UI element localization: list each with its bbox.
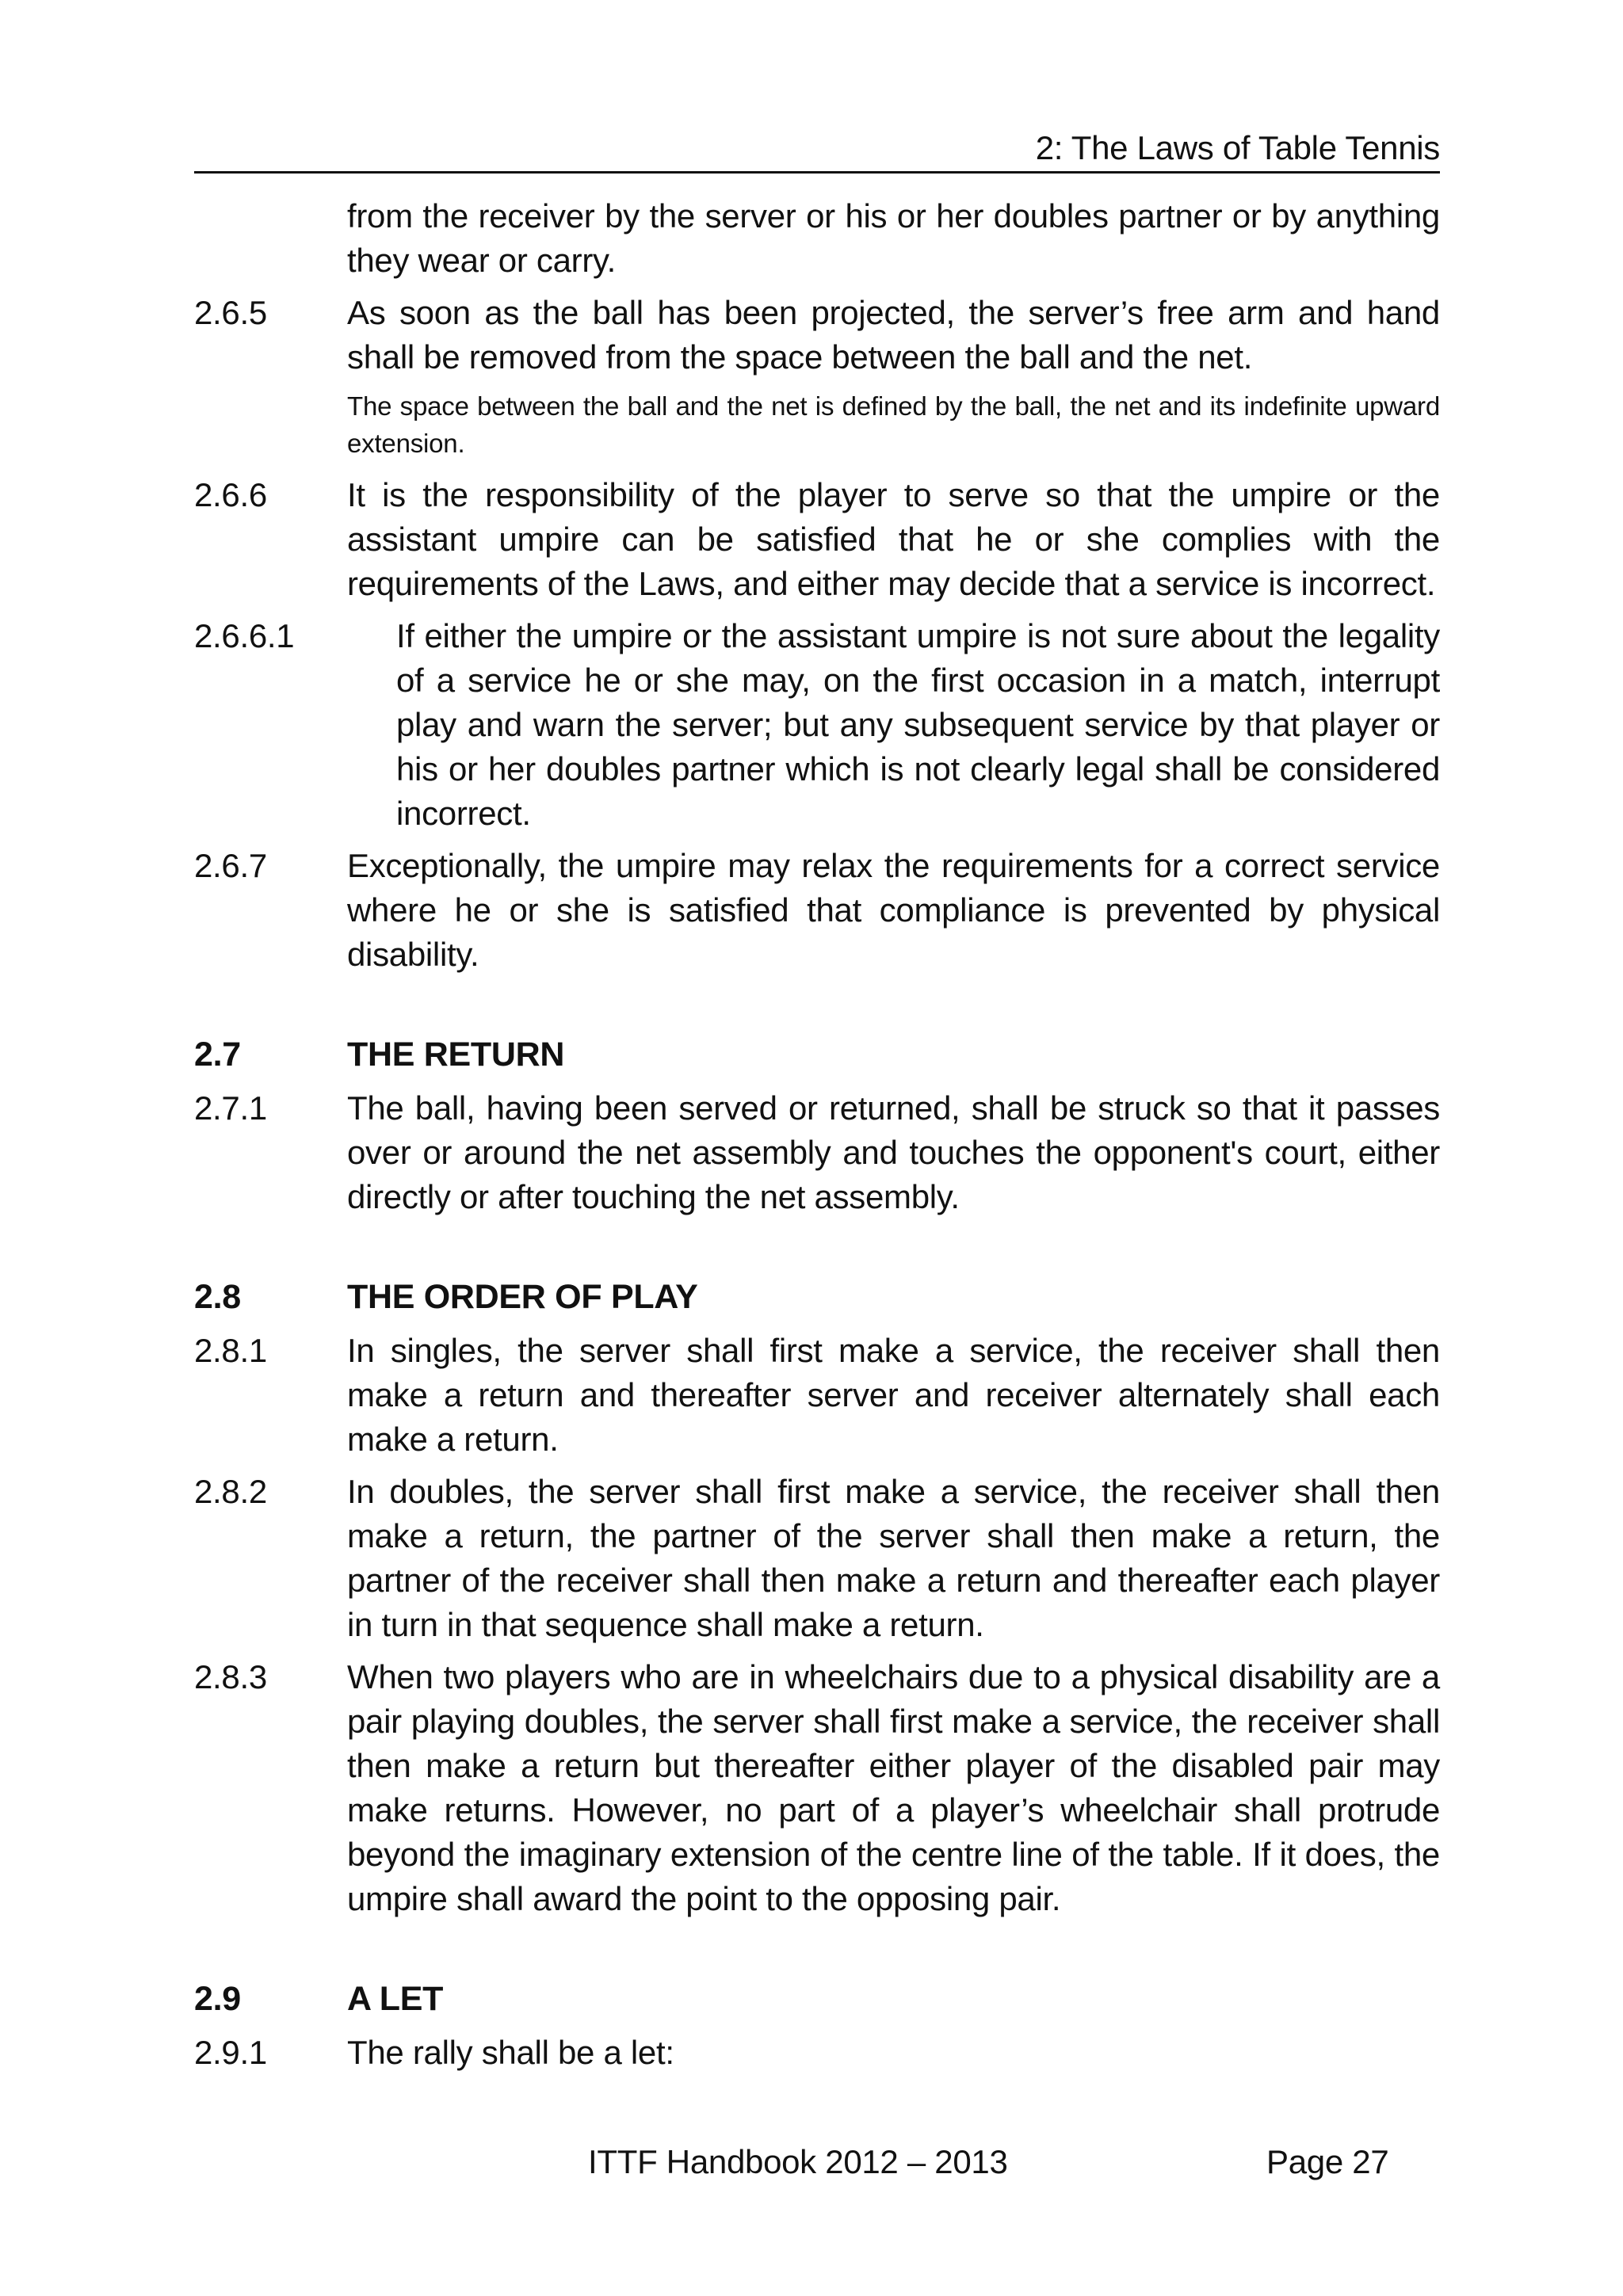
- rule-text: Exceptionally, the umpire may relax the requirements for a correct service where he or she is satisfied that compliance is prevented by physical disability.: [347, 847, 1440, 973]
- rule-number: 2.8.2: [194, 1473, 267, 1510]
- section-number: 2.9: [194, 1980, 241, 2018]
- footer-page-number: Page 27: [1266, 2143, 1389, 2180]
- header-rule: [194, 171, 1440, 174]
- rule-number: 2.8.3: [194, 1658, 267, 1695]
- rule-2-6-7: [194, 844, 1440, 977]
- rule-2-6-6-1: [194, 614, 1440, 836]
- rule-text: If either the umpire or the assistant umpire is not sure about the legality of a service he or she may, on the first occasion in a match, interrupt play and warn the server; but any subsequent service by that player or his or her doubles partner which is not clearly legal shall be considered incorrect.: [396, 617, 1440, 832]
- section-number: 2.8: [194, 1278, 241, 1316]
- continued-paragraph: from the receiver by the server or his or her doubles partner or by anything they wear or carry.: [347, 197, 1440, 279]
- rule-text: In singles, the server shall first make a service, the receiver shall then make a return and thereafter server and receiver alternately shall each make a return.: [347, 1332, 1440, 1458]
- rule-number: 2.7.1: [194, 1089, 267, 1127]
- rule-2-9-1: [194, 2031, 1440, 2075]
- rule-2-8-3: [194, 1655, 1440, 1921]
- rule-2-6-6: [194, 473, 1440, 606]
- section-heading-2-9: [194, 1977, 1440, 2021]
- section-title: THE RETURN: [347, 1035, 565, 1074]
- rule-text: When two players who are in wheelchairs due to a physical disability are a pair playing doubles, the server shall first make a service, the receiver shall then make a return but thereafter either player of the disabled pair may make returns. However, no part of a player’s wheelchair shall protrude beyond the imaginary extension of the centre line of the table. If it does, the umpire shall award the point to the opposing pair.: [347, 1658, 1440, 1917]
- rule-text: In doubles, the server shall first make a service, the receiver shall then make a return, the partner of the server shall then make a return, the partner of the receiver shall then make a return and thereafter each player in turn in that sequence shall make a return.: [347, 1473, 1440, 1643]
- rule-text: The rally shall be a let:: [347, 2034, 674, 2071]
- rule-text: It is the responsibility of the player to serve so that the umpire or the assistant umpire can be satisfied that he or she complies with the requirements of the Laws, and either may decide that a service is incorrect.: [347, 476, 1440, 602]
- section-number: 2.7: [194, 1035, 241, 1074]
- rule-number: 2.6.7: [194, 847, 267, 884]
- rule-note: The space between the ball and the net is defined by the ball, the net and its indefinite upward extension.: [347, 391, 1440, 458]
- section-title: A LET: [347, 1980, 444, 2018]
- section-heading-2-7: [194, 1032, 1440, 1077]
- running-header: 2: The Laws of Table Tennis: [1035, 129, 1440, 166]
- rule-number: 2.8.1: [194, 1332, 267, 1369]
- rule-2-7-1: [194, 1086, 1440, 1219]
- section-heading-2-8: [194, 1275, 1440, 1319]
- page-body: [194, 194, 1440, 2083]
- rule-number: 2.9.1: [194, 2034, 267, 2071]
- rule-2-8-1: [194, 1329, 1440, 1462]
- rule-2-8-2: [194, 1470, 1440, 1647]
- rule-number: 2.6.5: [194, 294, 267, 331]
- rule-number: 2.6.6.1: [194, 617, 295, 654]
- rule-text: As soon as the ball has been projected, the server’s free arm and hand shall be removed from the space between the ball and the net.: [347, 294, 1440, 376]
- rule-2-6-5: [194, 291, 1440, 379]
- rule-number: 2.6.6: [194, 476, 267, 513]
- footer-publication: ITTF Handbook 2012 – 2013: [588, 2143, 1008, 2180]
- rule-text: The ball, having been served or returned, shall be struck so that it passes over or around the net assembly and touches the opponent's court, either directly or after touching the net assembly.: [347, 1089, 1440, 1215]
- section-title: THE ORDER OF PLAY: [347, 1278, 698, 1316]
